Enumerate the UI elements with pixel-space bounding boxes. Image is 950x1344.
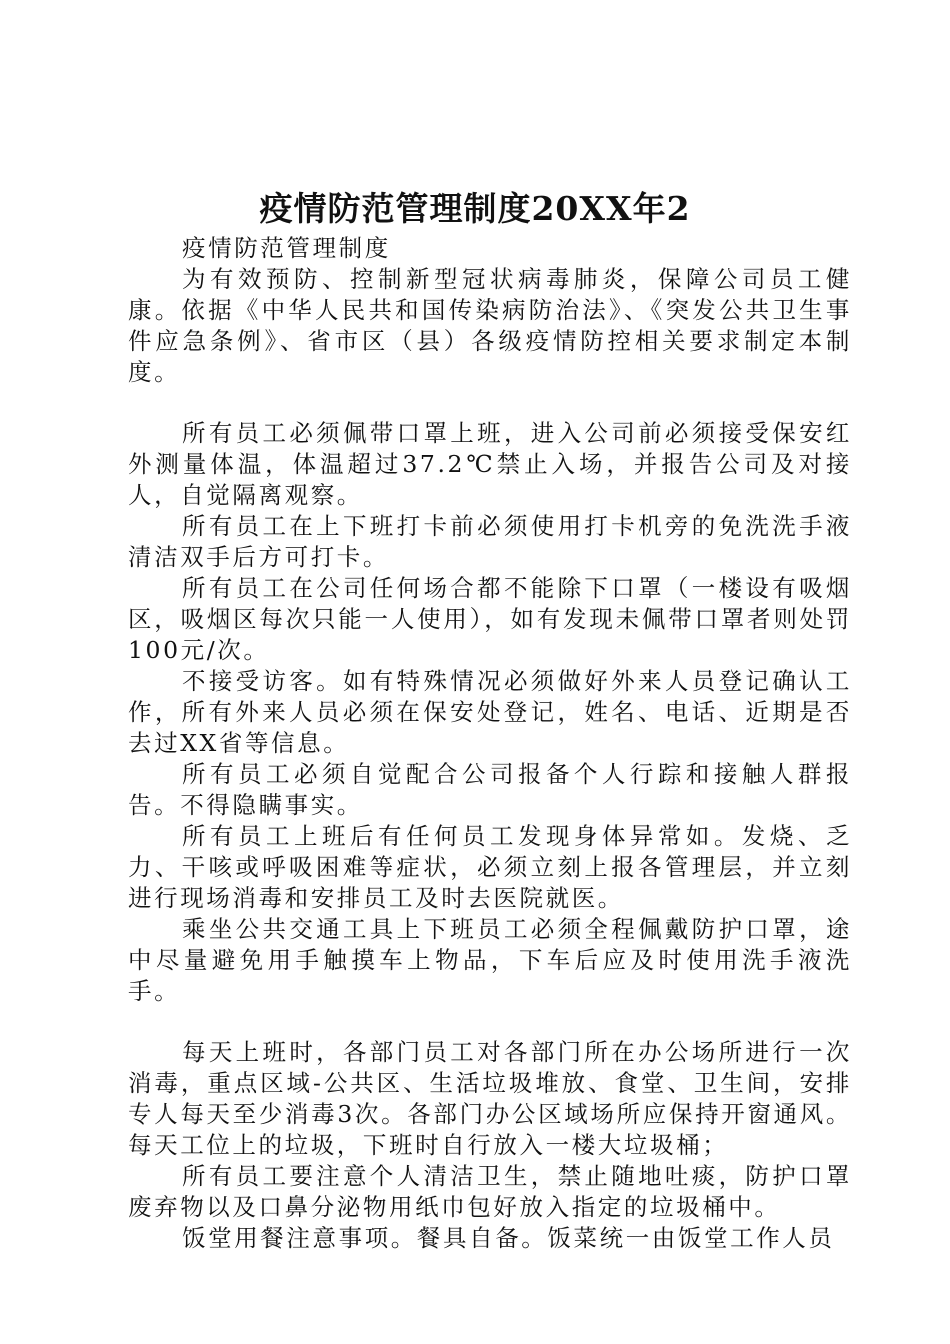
paragraph-disinfection: 每天上班时，各部门员工对各部门所在办公场所进行一次消毒，重点区域-公共区、生活垃圾堆放、食堂、卫生间，安排专人每天至少消毒3次。各部门办公区域场所应保持开窗通风。每天工位上的垃圾，下班时自行放入一楼大垃圾桶； — [128, 1038, 852, 1159]
paragraph-mask-penalty: 所有员工在公司任何场合都不能除下口罩（一楼设有吸烟区，吸烟区每次只能一人使用），如有发现未佩带口罩者则处罚100元/次。 — [128, 574, 852, 664]
paragraph-visitors: 不接受访客。如有特殊情况必须做好外来人员登记确认工作，所有外来人员必须在保安处登记，姓名、电话、近期是否去过XX省等信息。 — [128, 667, 852, 757]
paragraph-public-transport: 乘坐公共交通工具上下班员工必须全程佩戴防护口罩，途中尽量避免用手触摸车上物品，下车后应及时使用洗手液洗手。 — [128, 915, 852, 1005]
document-title: 疫情防范管理制度20XX年2 — [259, 189, 691, 228]
paragraph-report-itinerary: 所有员工必须自觉配合公司报备个人行踪和接触人群报告。不得隐瞒事实。 — [128, 760, 852, 819]
document-body — [128, 233, 852, 1254]
paragraph-purpose: 为有效预防、控制新型冠状病毒肺炎，保障公司员工健康。依据《中华人民共和国传染病防治法》、《突发公共卫生事件应急条例》、省市区（县）各级疫情防控相关要求制定本制度。 — [128, 265, 852, 386]
paragraph-canteen: 饭堂用餐注意事项。餐具自备。饭菜统一由饭堂工作人员 — [182, 1224, 835, 1252]
paragraph-hand-sanitize: 所有员工在上下班打卡前必须使用打卡机旁的免洗洗手液清洁双手后方可打卡。 — [128, 512, 852, 571]
paragraph-hygiene: 所有员工要注意个人清洁卫生，禁止随地吐痰，防护口罩废弃物以及口鼻分泌物用纸巾包好放入指定的垃圾桶中。 — [128, 1162, 852, 1221]
paragraph-mask-temperature: 所有员工必须佩带口罩上班，进入公司前必须接受保安红外测量体温，体温超过37.2℃禁止入场，并报告公司及对接人，自觉隔离观察。 — [128, 419, 852, 509]
section-heading: 疫情防范管理制度 — [182, 234, 391, 262]
paragraph-symptoms: 所有员工上班后有任何员工发现身体异常如。发烧、乏力、干咳或呼吸困难等症状，必须立刻上报各管理层，并立刻进行现场消毒和安排员工及时去医院就医。 — [128, 822, 852, 912]
